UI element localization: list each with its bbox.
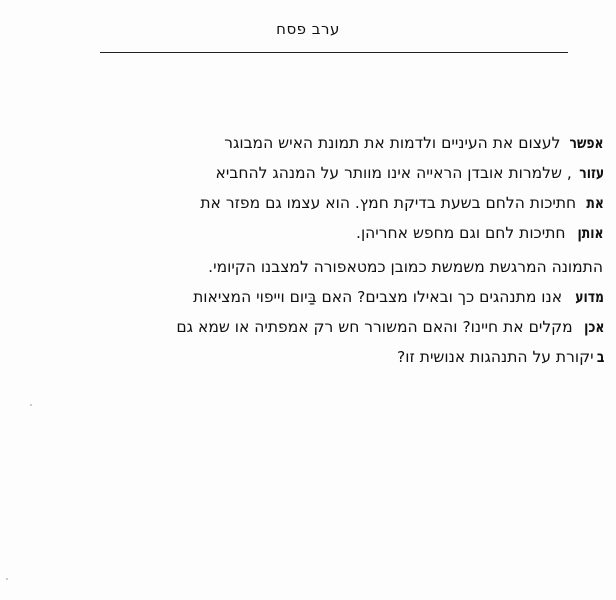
line-text: התמונה המרגשת משמשת כמובן כמטאפורה למצבנו הקיומי. (208, 258, 603, 276)
header-rule (100, 52, 568, 53)
cutoff-word: את (586, 194, 604, 212)
text-line (92, 218, 604, 248)
scan-speck (6, 578, 8, 580)
cutoff-word: מדוע (575, 288, 604, 306)
line-text: יקורת על התנהגות אנושית זו? (397, 348, 594, 366)
text-line (92, 188, 604, 218)
line-text: אנו מתנהגים כך ובאילו מצבים? האם בַּיום וייפוי המציאות (193, 288, 563, 306)
cutoff-word: ב (596, 348, 604, 366)
cutoff-word: אפשר (569, 134, 604, 152)
text-line (92, 252, 604, 282)
text-line (92, 128, 604, 158)
cutoff-word: אותן (577, 224, 604, 242)
text-line (92, 282, 604, 312)
scan-speck (30, 404, 32, 406)
text-line (92, 158, 604, 188)
text-line (92, 312, 604, 342)
line-text: חתיכות לחם וגם מחפש אחריהן. (356, 224, 566, 242)
line-text: , שלמרות אובדן הראייה אינו מוותר על המנהג להחביא (215, 164, 572, 182)
running-header: ערב פסח (276, 20, 340, 38)
line-text: חתיכות הלחם בשעת בדיקת חמץ. הוא עצמו גם מפזר את (200, 194, 577, 212)
line-text: לעצום את העיניים ולדמות את תמונת האיש המבוגר (224, 134, 561, 152)
line-text: מקלים את חיינו? והאם המשורר חש רק אמפתיה או שמא גם (176, 318, 573, 336)
cutoff-word: עזור (579, 164, 604, 182)
cutoff-word: אכן (583, 318, 604, 336)
body-text (92, 128, 604, 372)
text-line (92, 342, 604, 372)
